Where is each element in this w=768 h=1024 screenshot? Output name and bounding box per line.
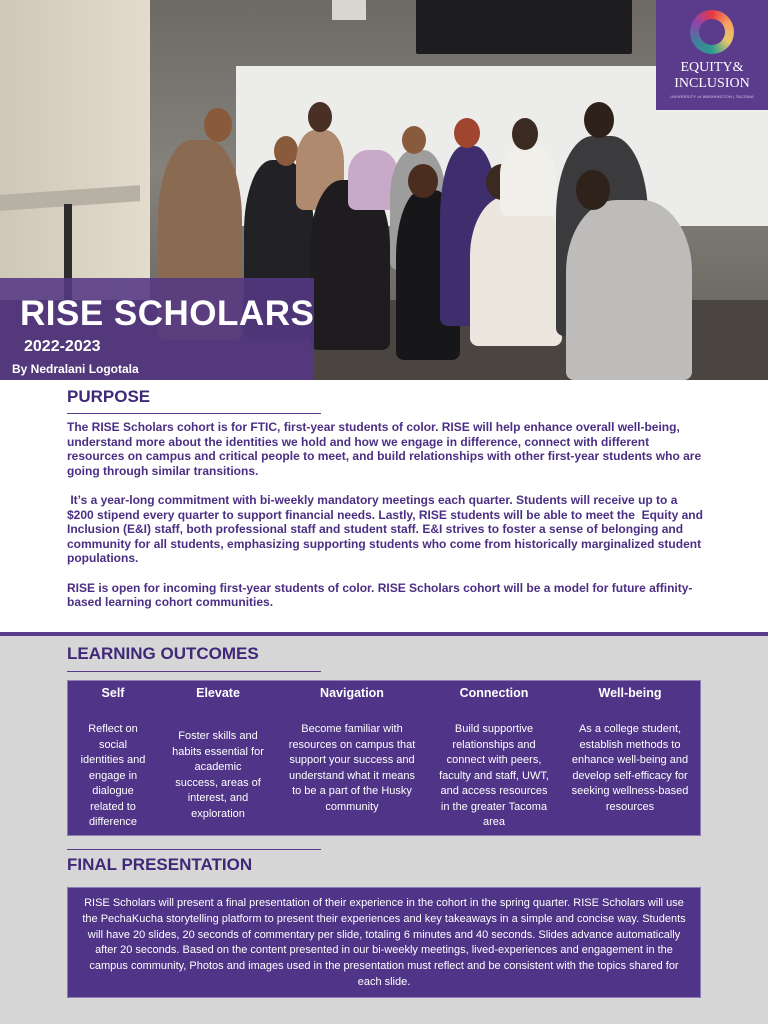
outcome-text: Reflect on social identities and engage in dialogue related to difference [80, 723, 146, 828]
outcome-text: As a college student, establish methods to enhance well-being and develop self-efficacy for seeking wellness-based resources [571, 723, 689, 813]
rainbow-ring-icon [690, 10, 734, 54]
outcome-text: Foster skills and habits essential for academic success, areas of interest, and exploration [172, 730, 264, 820]
photo-person-head [584, 102, 614, 138]
photo-tv-screen [416, 0, 632, 54]
photo-person-head [454, 118, 480, 148]
purpose-rule [67, 413, 321, 414]
photo-person [470, 196, 562, 346]
outcome-text: Build supportive relationships and connect with peers, faculty and staff, UWT, and access resources in the greater Tacoma area [439, 723, 549, 828]
logo-line-1: EQUITY& [680, 60, 744, 75]
photo-person-head [576, 170, 610, 210]
purpose-paragraph: It’s a year-long commitment with bi-weekly mandatory meetings each quarter. Students will receive up to a $200 stipend every quarter to support financial needs. Lastly, RISE students will be able to meet the Equity and Inclusion (E&I) staff, both professional staff and student staff. E&I strives to foster a sense of belonging and community for all students, emphasizing supporting students who come from historically marginalized student populations. [67, 492, 707, 566]
purpose-paragraph: The RISE Scholars cohort is for FTIC, first-year students of color. RISE will help enhance overall well-being, understand more about the identities we hold and how we engage in difference, connect with different resources on campus and critical people to meet, and build relationships with other first-year students who are going through similar transitions. [67, 420, 702, 478]
outcome-column-well-being [568, 681, 692, 835]
learning-outcomes-rule [67, 671, 321, 672]
outcome-title: Self [101, 686, 125, 700]
photo-person-head [308, 102, 332, 132]
outcome-column-navigation [284, 681, 420, 835]
page-year: 2022-2023 [24, 338, 101, 355]
outcome-text: Become familiar with resources on campus that support your success and understand what it means to be a part of the Husky community [288, 723, 416, 813]
purpose-heading: PURPOSE [67, 387, 151, 406]
photo-person [566, 200, 692, 380]
outcome-title: Well-being [598, 686, 662, 700]
outcome-title: Connection [459, 686, 529, 700]
purpose-body [67, 420, 707, 624]
outcome-column-self [68, 681, 158, 835]
final-presentation-body: RISE Scholars will present a final presentation of their experience in the cohort in the spring quarter. RISE Scholars will use the PechaKucha storytelling platform to present their experiences and key takeaways in a simple and concise way. Students will have 20 slides, 20 seconds of commentary per slide, totaling 6 minutes and 40 seconds. Slides advance automatically after 20 seconds. Based on the content presented in our bi-weekly meetings, lived-experiences and engagement in the campus community, Photos and images used in the presentation must reflect and be consistent with the topics shared for each slide. [67, 887, 701, 998]
final-presentation-rule [67, 849, 321, 850]
photo-speaker [332, 0, 366, 20]
logo-text [674, 60, 749, 92]
purpose-paragraph: RISE is open for incoming first-year students of color. RISE Scholars cohort will be a model for future affinity-based learning cohort communities. [67, 580, 693, 610]
page-title: RISE SCHOLARS [20, 294, 315, 333]
outcome-column-connection [435, 681, 553, 835]
photo-person-head [408, 164, 438, 198]
photo-person-head [274, 136, 298, 166]
outcome-column-elevate [158, 681, 278, 835]
final-presentation-heading: FINAL PRESENTATION [67, 855, 253, 874]
group-photo [0, 0, 768, 380]
outcome-title: Elevate [196, 686, 240, 700]
outcome-title: Navigation [320, 686, 384, 700]
photo-person-head [512, 118, 538, 150]
logo-subtext: UNIVERSITY of WASHINGTON | TACOMA [670, 94, 754, 99]
photo-person-head [204, 108, 232, 142]
logo-line-2: INCLUSION [674, 76, 750, 91]
learning-outcomes-heading: LEARNING OUTCOMES [67, 644, 259, 663]
purpose-section [0, 380, 768, 632]
page-byline: By Nedralani Logotala [12, 362, 139, 376]
photo-person [500, 146, 556, 216]
photo-person-head [402, 126, 426, 154]
equity-inclusion-logo [656, 0, 768, 110]
learning-outcomes-table [67, 680, 701, 836]
